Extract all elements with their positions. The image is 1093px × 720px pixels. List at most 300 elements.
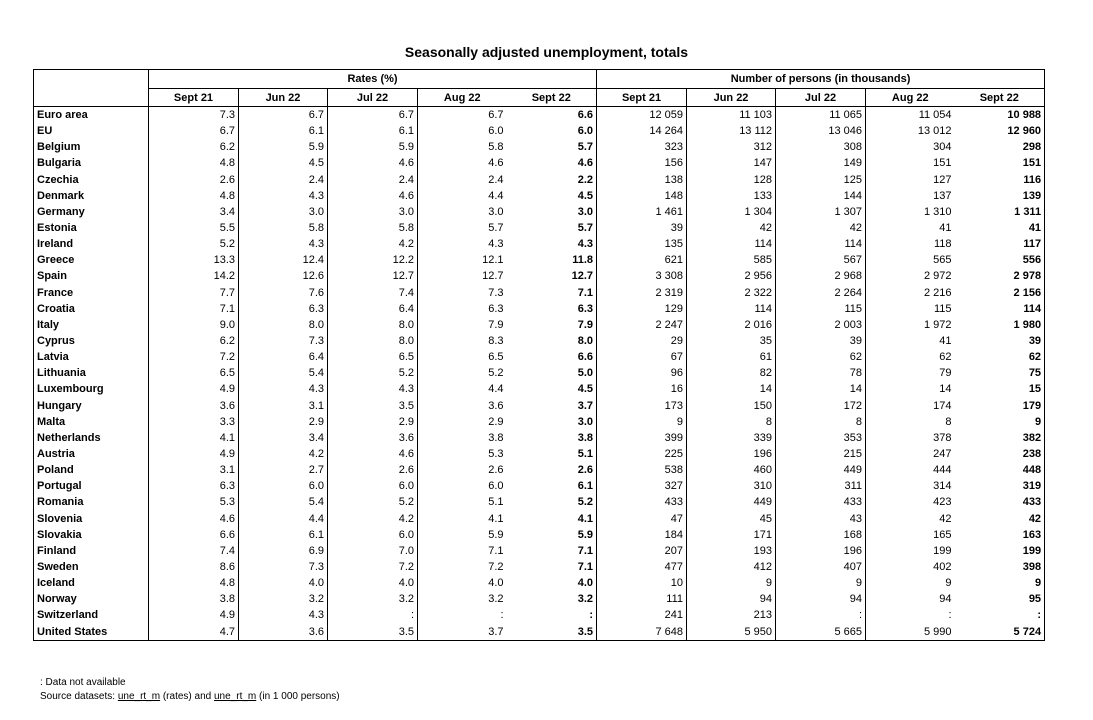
persons-cell: 310 bbox=[687, 478, 776, 494]
table-row bbox=[34, 123, 1045, 139]
rate-cell: 2.4 bbox=[239, 172, 328, 188]
persons-cell: 95 bbox=[955, 591, 1045, 607]
persons-cell: 1 304 bbox=[687, 204, 776, 220]
rate-cell: 5.2 bbox=[418, 365, 507, 381]
persons-cell: 5 724 bbox=[955, 624, 1045, 641]
table-row bbox=[34, 365, 1045, 381]
rate-cell: 3.0 bbox=[507, 414, 597, 430]
persons-cell: 62 bbox=[866, 349, 955, 365]
rate-cell: 3.6 bbox=[328, 430, 418, 446]
table-row bbox=[34, 543, 1045, 559]
persons-cell: 41 bbox=[866, 333, 955, 349]
rate-cell: 6.7 bbox=[239, 107, 328, 124]
table-row bbox=[34, 349, 1045, 365]
persons-cell: 47 bbox=[670, 512, 684, 525]
rate-cell: 5.3 bbox=[149, 494, 239, 510]
rate-cell: 6.7 bbox=[328, 107, 418, 124]
persons-cell: 5 950 bbox=[687, 624, 776, 641]
persons-cell: 304 bbox=[866, 139, 955, 155]
persons-cell: 399 bbox=[664, 431, 684, 444]
column-header-persons: Jun 22 bbox=[687, 89, 776, 107]
rate-cell: 6.1 bbox=[328, 123, 418, 139]
country-cell: Greece bbox=[34, 252, 149, 268]
table-row bbox=[34, 236, 1045, 252]
persons-cell: 13 012 bbox=[866, 123, 955, 139]
persons-cell: 115 bbox=[866, 301, 955, 317]
persons-cell: 353 bbox=[776, 430, 866, 446]
country-cell: Germany bbox=[34, 204, 149, 220]
persons-cell: 10 988 bbox=[955, 107, 1045, 124]
rate-cell: 5.2 bbox=[328, 365, 418, 381]
persons-cell: 196 bbox=[776, 543, 866, 559]
rate-cell: 6.2 bbox=[149, 139, 239, 155]
persons-cell: 42 bbox=[866, 511, 955, 527]
country-cell: Estonia bbox=[34, 220, 149, 236]
country-cell: Belgium bbox=[34, 139, 149, 155]
persons-cell: 12 059 bbox=[649, 109, 684, 122]
persons-cell: 382 bbox=[955, 430, 1045, 446]
rate-cell: 2.2 bbox=[507, 172, 597, 188]
rate-cell: 2.6 bbox=[418, 462, 507, 478]
rate-cell: 4.4 bbox=[418, 188, 507, 204]
rate-cell: 5.8 bbox=[239, 220, 328, 236]
rate-cell: 8.6 bbox=[149, 559, 239, 575]
table-title: Seasonally adjusted unemployment, totals bbox=[404, 44, 689, 60]
rate-cell: 2.9 bbox=[418, 414, 507, 430]
persons-cell: 163 bbox=[955, 527, 1045, 543]
rate-cell: 5.1 bbox=[418, 494, 507, 510]
persons-cell: 43 bbox=[776, 511, 866, 527]
table-row bbox=[34, 624, 1045, 641]
rate-cell: 12.7 bbox=[507, 268, 597, 284]
rate-cell: 8.0 bbox=[239, 317, 328, 333]
rate-cell: 4.3 bbox=[239, 236, 328, 252]
persons-cell: 460 bbox=[687, 462, 776, 478]
rate-cell: 8.0 bbox=[507, 333, 597, 349]
rate-cell: 7.2 bbox=[149, 349, 239, 365]
country-cell: Ireland bbox=[34, 236, 149, 252]
persons-cell: 135 bbox=[664, 238, 684, 251]
rate-cell: 3.4 bbox=[149, 204, 239, 220]
rate-cell: 9.0 bbox=[149, 317, 239, 333]
rate-cell: 7.3 bbox=[418, 285, 507, 301]
persons-cell: 5 990 bbox=[866, 624, 955, 641]
persons-cell: 2 978 bbox=[955, 268, 1045, 284]
rate-cell: 4.6 bbox=[507, 155, 597, 171]
persons-cell: 29 bbox=[670, 335, 684, 348]
persons-cell: 1 972 bbox=[866, 317, 955, 333]
rate-cell: 3.6 bbox=[239, 624, 328, 641]
persons-cell: 11 103 bbox=[687, 107, 776, 124]
rate-cell: 6.1 bbox=[239, 123, 328, 139]
rate-cell: 6.5 bbox=[418, 349, 507, 365]
rate-cell: 4.7 bbox=[149, 624, 239, 641]
persons-cell: 9 bbox=[955, 414, 1045, 430]
table-row bbox=[34, 301, 1045, 317]
persons-cell: 171 bbox=[687, 527, 776, 543]
persons-cell: 433 bbox=[955, 494, 1045, 510]
rate-cell: 4.8 bbox=[149, 155, 239, 171]
rate-cell: 12.6 bbox=[239, 268, 328, 284]
column-header-rates: Sept 22 bbox=[507, 89, 597, 107]
rate-cell: 4.8 bbox=[149, 188, 239, 204]
rate-cell: 4.3 bbox=[239, 607, 328, 623]
persons-cell: 412 bbox=[687, 559, 776, 575]
rate-cell: 5.1 bbox=[507, 446, 597, 462]
persons-dataset-link[interactable]: une_rt_m bbox=[214, 691, 257, 702]
rate-cell: 7.9 bbox=[507, 317, 597, 333]
country-cell: Malta bbox=[34, 414, 149, 430]
persons-cell: 433 bbox=[664, 496, 684, 509]
rate-cell: 4.0 bbox=[507, 575, 597, 591]
column-header-persons: Sept 22 bbox=[955, 89, 1045, 107]
persons-cell: : bbox=[955, 607, 1045, 623]
rate-cell: 6.5 bbox=[149, 365, 239, 381]
persons-cell: 15 bbox=[955, 381, 1045, 397]
persons-cell: 449 bbox=[687, 494, 776, 510]
rate-cell: : bbox=[328, 607, 418, 623]
rate-cell: 5.4 bbox=[239, 365, 328, 381]
persons-cell: 42 bbox=[955, 511, 1045, 527]
persons-cell: 7 648 bbox=[597, 624, 687, 641]
persons-cell: 42 bbox=[687, 220, 776, 236]
rate-cell: 4.5 bbox=[507, 381, 597, 397]
column-header-rates: Sept 21 bbox=[149, 89, 239, 107]
persons-cell: 41 bbox=[955, 220, 1045, 236]
rate-cell: 4.2 bbox=[328, 511, 418, 527]
rate-cell: 6.0 bbox=[328, 527, 418, 543]
persons-cell: 138 bbox=[664, 173, 684, 186]
rate-cell: 3.8 bbox=[149, 591, 239, 607]
rate-cell: 4.3 bbox=[239, 381, 328, 397]
persons-cell: 556 bbox=[955, 252, 1045, 268]
persons-cell: 96 bbox=[670, 367, 684, 380]
rate-cell: 8.0 bbox=[328, 333, 418, 349]
persons-cell: 225 bbox=[664, 448, 684, 461]
rate-cell: 3.2 bbox=[418, 591, 507, 607]
rate-cell: 3.0 bbox=[507, 204, 597, 220]
source-prefix: Source datasets: bbox=[40, 691, 118, 702]
persons-cell: 111 bbox=[666, 593, 684, 606]
persons-cell: 2 247 bbox=[655, 318, 684, 331]
rate-cell: 3.2 bbox=[507, 591, 597, 607]
rate-cell: 4.6 bbox=[418, 155, 507, 171]
rate-cell: 5.7 bbox=[507, 220, 597, 236]
table-body bbox=[34, 107, 1045, 641]
country-cell: EU bbox=[34, 123, 149, 139]
column-header-rates: Jun 22 bbox=[239, 89, 328, 107]
persons-cell: 94 bbox=[866, 591, 955, 607]
persons-cell: 137 bbox=[866, 188, 955, 204]
rate-cell: 7.9 bbox=[418, 317, 507, 333]
persons-cell: 9 bbox=[955, 575, 1045, 591]
country-cell: Austria bbox=[34, 446, 149, 462]
column-header-row bbox=[34, 89, 1045, 107]
persons-cell: 423 bbox=[866, 494, 955, 510]
persons-cell: 2 968 bbox=[776, 268, 866, 284]
rate-cell: 5.4 bbox=[239, 494, 328, 510]
rate-cell: 2.4 bbox=[328, 172, 418, 188]
rate-cell: 12.7 bbox=[418, 268, 507, 284]
rate-cell: 6.2 bbox=[149, 333, 239, 349]
rate-cell: 7.3 bbox=[239, 333, 328, 349]
persons-cell: 75 bbox=[955, 365, 1045, 381]
country-cell: Iceland bbox=[34, 575, 149, 591]
rate-cell: 3.2 bbox=[239, 591, 328, 607]
table-row bbox=[34, 172, 1045, 188]
column-header-persons: Aug 22 bbox=[866, 89, 955, 107]
persons-cell: 45 bbox=[687, 511, 776, 527]
persons-cell: 9 bbox=[676, 415, 684, 428]
rate-cell: 5.9 bbox=[418, 527, 507, 543]
persons-cell: 199 bbox=[866, 543, 955, 559]
persons-cell: 129 bbox=[664, 302, 684, 315]
persons-cell: 14 bbox=[866, 381, 955, 397]
rate-cell: 7.1 bbox=[507, 559, 597, 575]
persons-cell: 168 bbox=[776, 527, 866, 543]
persons-cell: 298 bbox=[955, 139, 1045, 155]
country-cell: Spain bbox=[34, 268, 149, 284]
persons-cell: 312 bbox=[687, 139, 776, 155]
rate-cell: 6.0 bbox=[418, 478, 507, 494]
table-row bbox=[34, 220, 1045, 236]
persons-cell: 151 bbox=[866, 155, 955, 171]
rate-cell: 8.0 bbox=[328, 317, 418, 333]
persons-cell: 1 307 bbox=[776, 204, 866, 220]
rates-dataset-link[interactable]: une_rt_m bbox=[117, 691, 161, 702]
persons-cell: 398 bbox=[955, 559, 1045, 575]
rate-cell: 6.1 bbox=[507, 478, 597, 494]
rate-cell: 3.2 bbox=[328, 591, 418, 607]
rate-cell: 4.2 bbox=[328, 236, 418, 252]
rate-cell: 12.1 bbox=[418, 252, 507, 268]
country-cell: Denmark bbox=[34, 188, 149, 204]
country-cell: Slovakia bbox=[34, 527, 149, 543]
rate-cell: 7.2 bbox=[328, 559, 418, 575]
unemployment-table bbox=[33, 69, 1045, 641]
rate-cell: 4.1 bbox=[149, 430, 239, 446]
rate-cell: 3.6 bbox=[418, 398, 507, 414]
persons-cell: 196 bbox=[687, 446, 776, 462]
persons-cell: 14 264 bbox=[649, 125, 684, 138]
rate-cell: 5.3 bbox=[418, 446, 507, 462]
persons-cell: 61 bbox=[687, 349, 776, 365]
rate-cell: 3.0 bbox=[418, 204, 507, 220]
persons-cell: 5 665 bbox=[776, 624, 866, 641]
persons-cell: 10 bbox=[670, 577, 684, 590]
rate-cell: : bbox=[507, 607, 597, 623]
persons-cell: 444 bbox=[866, 462, 955, 478]
table-row bbox=[34, 527, 1045, 543]
country-cell: Croatia bbox=[34, 301, 149, 317]
persons-cell: 128 bbox=[687, 172, 776, 188]
rate-cell: 4.0 bbox=[418, 575, 507, 591]
persons-cell: 9 bbox=[866, 575, 955, 591]
rate-cell: 3.7 bbox=[418, 624, 507, 641]
persons-cell: 149 bbox=[776, 155, 866, 171]
rate-cell: 7.1 bbox=[507, 543, 597, 559]
rate-cell: 3.5 bbox=[328, 398, 418, 414]
rate-cell: 3.6 bbox=[149, 398, 239, 414]
persons-cell: 2 216 bbox=[866, 285, 955, 301]
persons-cell: 2 322 bbox=[687, 285, 776, 301]
persons-cell: : bbox=[776, 607, 866, 623]
persons-cell: 39 bbox=[776, 333, 866, 349]
country-cell: United States bbox=[34, 624, 149, 641]
persons-cell: 114 bbox=[955, 301, 1045, 317]
rate-cell: 4.9 bbox=[149, 607, 239, 623]
table-row bbox=[34, 607, 1045, 623]
table-row bbox=[34, 511, 1045, 527]
rate-cell: 7.7 bbox=[149, 285, 239, 301]
rate-cell: 7.3 bbox=[149, 107, 239, 124]
rate-cell: 3.4 bbox=[239, 430, 328, 446]
rate-cell: 6.7 bbox=[149, 123, 239, 139]
country-cell: Euro area bbox=[34, 107, 149, 124]
rate-cell: 7.2 bbox=[418, 559, 507, 575]
rate-cell: 8.3 bbox=[418, 333, 507, 349]
rate-cell: 4.5 bbox=[239, 155, 328, 171]
persons-cell: 12 960 bbox=[955, 123, 1045, 139]
rate-cell: 7.1 bbox=[418, 543, 507, 559]
rate-cell: 2.9 bbox=[328, 414, 418, 430]
country-cell: Latvia bbox=[34, 349, 149, 365]
rate-cell: 3.0 bbox=[328, 204, 418, 220]
rate-cell: 7.6 bbox=[239, 285, 328, 301]
table-row bbox=[34, 107, 1045, 124]
rate-cell: 4.4 bbox=[418, 381, 507, 397]
persons-cell: 402 bbox=[866, 559, 955, 575]
country-cell: Norway bbox=[34, 591, 149, 607]
persons-cell: 67 bbox=[670, 351, 684, 364]
rates-suffix: (rates) and bbox=[160, 691, 214, 702]
persons-cell: 1 461 bbox=[655, 205, 684, 218]
rate-cell: 6.4 bbox=[239, 349, 328, 365]
persons-cell: 150 bbox=[687, 398, 776, 414]
rate-cell: 13.3 bbox=[149, 252, 239, 268]
rate-cell: 7.1 bbox=[507, 285, 597, 301]
country-cell: Netherlands bbox=[34, 430, 149, 446]
persons-cell: 247 bbox=[866, 446, 955, 462]
rate-cell: 2.7 bbox=[239, 462, 328, 478]
table-row bbox=[34, 446, 1045, 462]
corner-cell bbox=[34, 70, 149, 107]
rate-cell: 3.0 bbox=[239, 204, 328, 220]
rate-cell: 3.3 bbox=[149, 414, 239, 430]
rate-cell: 4.1 bbox=[507, 511, 597, 527]
persons-cell: 156 bbox=[664, 157, 684, 170]
persons-cell: 2 264 bbox=[776, 285, 866, 301]
table-row bbox=[34, 430, 1045, 446]
footnote-not-available: : Data not available bbox=[40, 677, 126, 688]
rate-cell: 5.2 bbox=[149, 236, 239, 252]
rate-cell: : bbox=[418, 607, 507, 623]
rate-cell: 4.4 bbox=[239, 511, 328, 527]
rate-cell: 5.2 bbox=[507, 494, 597, 510]
rate-cell: 5.9 bbox=[507, 527, 597, 543]
persons-cell: 1 980 bbox=[955, 317, 1045, 333]
rate-cell: 5.8 bbox=[418, 139, 507, 155]
persons-cell: 114 bbox=[687, 301, 776, 317]
column-header-persons: Jul 22 bbox=[776, 89, 866, 107]
persons-cell: 127 bbox=[866, 172, 955, 188]
persons-cell: 567 bbox=[776, 252, 866, 268]
country-cell: Sweden bbox=[34, 559, 149, 575]
persons-cell: 179 bbox=[955, 398, 1045, 414]
table-row bbox=[34, 333, 1045, 349]
country-cell: Luxembourg bbox=[34, 381, 149, 397]
rate-cell: 6.7 bbox=[418, 107, 507, 124]
persons-cell: 2 003 bbox=[776, 317, 866, 333]
table-row bbox=[34, 317, 1045, 333]
persons-cell: 621 bbox=[664, 254, 684, 267]
rate-cell: 4.9 bbox=[149, 446, 239, 462]
rate-cell: 4.0 bbox=[239, 575, 328, 591]
rate-cell: 6.6 bbox=[507, 107, 597, 124]
persons-cell: 8 bbox=[776, 414, 866, 430]
rate-cell: 3.8 bbox=[507, 430, 597, 446]
persons-cell: 173 bbox=[664, 399, 684, 412]
persons-cell: 2 956 bbox=[687, 268, 776, 284]
persons-cell: 9 bbox=[776, 575, 866, 591]
persons-cell: 193 bbox=[687, 543, 776, 559]
rate-cell: 2.9 bbox=[239, 414, 328, 430]
rate-cell: 6.0 bbox=[507, 123, 597, 139]
persons-cell: 115 bbox=[776, 301, 866, 317]
rate-cell: 12.4 bbox=[239, 252, 328, 268]
persons-cell: 35 bbox=[687, 333, 776, 349]
persons-cell: 319 bbox=[955, 478, 1045, 494]
rate-cell: 5.7 bbox=[418, 220, 507, 236]
country-cell: Cyprus bbox=[34, 333, 149, 349]
rate-cell: 4.8 bbox=[149, 575, 239, 591]
persons-cell: 41 bbox=[866, 220, 955, 236]
rate-cell: 6.5 bbox=[328, 349, 418, 365]
persons-cell: 114 bbox=[687, 236, 776, 252]
country-cell: Slovenia bbox=[34, 511, 149, 527]
rate-cell: 3.8 bbox=[418, 430, 507, 446]
country-cell: Switzerland bbox=[34, 607, 149, 623]
table-row bbox=[34, 398, 1045, 414]
country-cell: Czechia bbox=[34, 172, 149, 188]
persons-cell: 79 bbox=[866, 365, 955, 381]
persons-cell: 323 bbox=[664, 141, 684, 154]
rate-cell: 7.4 bbox=[149, 543, 239, 559]
persons-cell: 78 bbox=[776, 365, 866, 381]
rate-cell: 4.5 bbox=[507, 188, 597, 204]
persons-cell: 139 bbox=[955, 188, 1045, 204]
rate-cell: 5.2 bbox=[328, 494, 418, 510]
rate-cell: 11.8 bbox=[507, 252, 597, 268]
persons-cell: 117 bbox=[955, 236, 1045, 252]
persons-cell: 133 bbox=[687, 188, 776, 204]
persons-cell: 448 bbox=[955, 462, 1045, 478]
rate-cell: 12.7 bbox=[328, 268, 418, 284]
persons-cell: 207 bbox=[664, 544, 684, 557]
persons-cell: 39 bbox=[955, 333, 1045, 349]
persons-cell: 565 bbox=[866, 252, 955, 268]
persons-cell: 213 bbox=[687, 607, 776, 623]
persons-cell: 148 bbox=[664, 189, 684, 202]
persons-cell: 433 bbox=[776, 494, 866, 510]
country-cell: Hungary bbox=[34, 398, 149, 414]
column-header-rates: Aug 22 bbox=[418, 89, 507, 107]
column-header-rates: Jul 22 bbox=[328, 89, 418, 107]
rate-cell: 4.6 bbox=[328, 446, 418, 462]
persons-cell: 8 bbox=[866, 414, 955, 430]
footnote-source bbox=[40, 691, 340, 702]
rate-cell: 5.0 bbox=[507, 365, 597, 381]
